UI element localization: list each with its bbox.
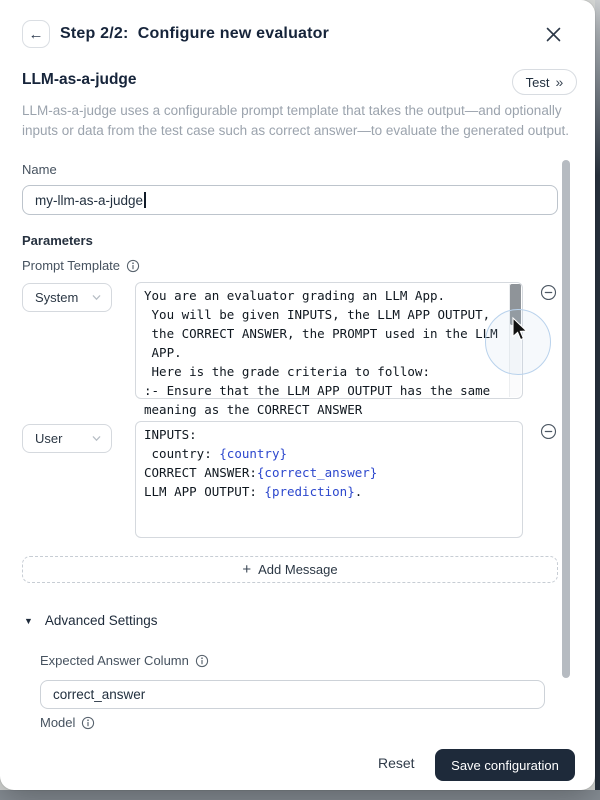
advanced-settings-toggle[interactable] xyxy=(24,613,158,628)
name-input[interactable] xyxy=(22,185,558,215)
role-select-user-value: User xyxy=(35,431,63,446)
prompt-line: INPUTS: xyxy=(144,427,197,442)
name-input-value: my-llm-as-a-judge xyxy=(35,192,144,208)
back-button[interactable] xyxy=(22,20,50,48)
system-prompt-editor[interactable] xyxy=(135,282,523,417)
system-editor-scroll-track[interactable] xyxy=(509,284,521,397)
prompt-line: Here is the grade criteria to follow: xyxy=(144,364,430,379)
prompt-line: country: {country} xyxy=(144,446,287,461)
prompt-line: APP. xyxy=(144,345,182,360)
prompt-line: meaning as the CORRECT ANSWER xyxy=(144,402,363,417)
text-caret xyxy=(144,192,146,208)
close-button[interactable] xyxy=(543,24,563,44)
evaluator-title: LLM-as-a-judge xyxy=(22,71,137,88)
info-icon[interactable] xyxy=(195,654,209,668)
back-arrow-icon: ← xyxy=(28,25,44,43)
test-button[interactable] xyxy=(512,69,577,95)
plus-icon: + xyxy=(242,560,252,578)
prompt-line: the CORRECT ANSWER, the PROMPT used in the LLM xyxy=(144,326,498,341)
role-select-system[interactable] xyxy=(22,283,112,312)
expected-answer-input[interactable] xyxy=(40,680,545,709)
role-select-system-value: System xyxy=(35,290,79,305)
advanced-settings-label: Advanced Settings xyxy=(44,613,158,628)
remove-system-message-button[interactable] xyxy=(540,284,557,301)
model-label-text: Model xyxy=(40,715,76,730)
caret-down-icon: ▼ xyxy=(24,615,33,626)
user-prompt-content xyxy=(144,425,508,501)
backdrop-right-strip xyxy=(595,0,600,800)
save-configuration-label: Save configuration xyxy=(451,757,559,773)
model-label xyxy=(40,715,95,730)
close-icon xyxy=(546,27,561,42)
prompt-line: You are an evaluator grading an LLM App. xyxy=(144,288,446,303)
backdrop-bottom-strip xyxy=(0,790,600,800)
test-button-label: Test xyxy=(525,74,550,90)
role-select-user[interactable] xyxy=(22,424,112,453)
prompt-line: CORRECT ANSWER:{correct_answer} xyxy=(144,465,378,480)
modal-scrollbar-thumb[interactable] xyxy=(562,160,570,678)
save-configuration-button[interactable] xyxy=(435,749,575,781)
minus-circle-icon xyxy=(540,284,557,301)
info-icon[interactable] xyxy=(81,716,95,730)
expected-answer-column-label xyxy=(40,653,209,668)
dialog-title: Step 2/2: Configure new evaluator xyxy=(60,25,330,42)
add-message-button[interactable] xyxy=(22,556,558,583)
name-label: Name xyxy=(22,162,57,177)
prompt-template-label xyxy=(22,258,140,273)
evaluator-description: LLM-as-a-judge uses a configurable prompt template that takes the output—and optionally inputs or data from the test case such as correct answer—to evaluate the generated output. xyxy=(22,103,570,138)
remove-user-message-button[interactable] xyxy=(540,423,557,440)
prompt-line: :- Ensure that the LLM APP OUTPUT has the same xyxy=(144,383,491,398)
prompt-line: You will be given INPUTS, the LLM APP OUTPUT, xyxy=(144,307,491,322)
prompt-template-label-text: Prompt Template xyxy=(22,258,121,273)
add-message-label: Add Message xyxy=(258,562,338,577)
user-prompt-editor[interactable] xyxy=(135,421,523,538)
chevron-down-icon xyxy=(91,433,102,444)
expected-answer-input-value: correct_answer xyxy=(53,687,146,702)
info-icon[interactable] xyxy=(126,259,140,273)
reset-button[interactable]: Reset xyxy=(378,755,415,771)
expected-answer-label-text: Expected Answer Column xyxy=(40,653,189,668)
parameters-label: Parameters xyxy=(22,233,93,248)
chevron-down-icon xyxy=(91,292,102,303)
minus-circle-icon xyxy=(540,423,557,440)
double-chevron-right-icon: » xyxy=(555,73,564,90)
system-prompt-content xyxy=(144,286,508,419)
prompt-line: LLM APP OUTPUT: {prediction}. xyxy=(144,484,363,499)
system-editor-scroll-thumb[interactable] xyxy=(510,284,521,325)
